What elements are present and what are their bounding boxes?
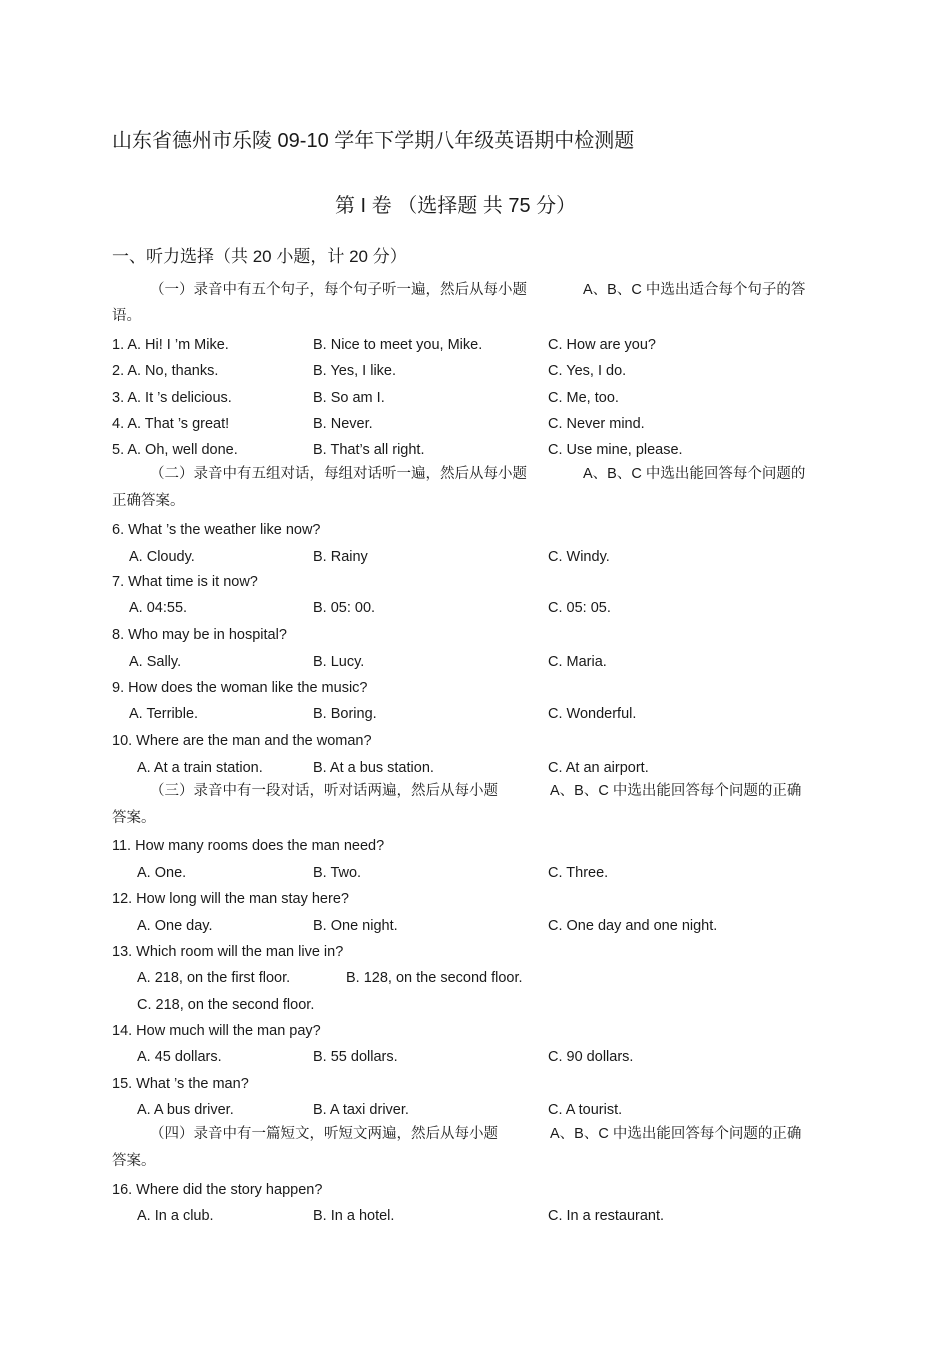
part2-instruction: （二）录音中有五组对话，每组对话听一遍，然后从每小题 bbox=[150, 466, 527, 482]
q3-option-a: 3. A. It ’s delicious. bbox=[112, 390, 232, 406]
q1-option-b: B. Nice to meet you, Mike. bbox=[313, 337, 483, 353]
part4-instruction-cont: A、B、C 中选出能回答每个问题的正确 bbox=[550, 1126, 802, 1142]
q9-option-a: A. Terrible. bbox=[129, 706, 199, 722]
q1-option-a: 1. A. Hi! I ’m Mike. bbox=[112, 337, 229, 353]
q12-option-a: A. One day. bbox=[137, 918, 213, 934]
q5-option-b: B. That’s all right. bbox=[313, 442, 425, 458]
q16-option-c: C. In a restaurant. bbox=[548, 1208, 665, 1224]
q11-question: 11. How many rooms does the man need? bbox=[112, 838, 385, 854]
q15-option-a: A. A bus driver. bbox=[137, 1102, 234, 1118]
q16-question: 16. Where did the story happen? bbox=[112, 1182, 323, 1198]
q15-option-b: B. A taxi driver. bbox=[313, 1102, 409, 1118]
q4-option-a: 4. A. That ’s great! bbox=[112, 416, 230, 432]
q11-option-b: B. Two. bbox=[313, 865, 362, 881]
q7-option-b: B. 05: 00. bbox=[313, 600, 376, 616]
q4-option-c: C. Never mind. bbox=[548, 416, 645, 432]
q14-option-a: A. 45 dollars. bbox=[137, 1049, 222, 1065]
q6-option-c: C. Windy. bbox=[548, 549, 610, 565]
q15-option-c: C. A tourist. bbox=[548, 1102, 623, 1118]
q7-question: 7. What time is it now? bbox=[112, 574, 258, 590]
q8-option-c: C. Maria. bbox=[548, 654, 607, 670]
q3-option-c: C. Me, too. bbox=[548, 390, 619, 406]
q2-option-c: C. Yes, I do. bbox=[548, 363, 627, 379]
q13-option-c: C. 218, on the second floor. bbox=[137, 997, 315, 1013]
q16-option-b: B. In a hotel. bbox=[313, 1208, 395, 1224]
part4-instruction-end: 答案。 bbox=[112, 1153, 156, 1169]
part3-instruction: （三）录音中有一段对话，听对话两遍，然后从每小题 bbox=[150, 783, 498, 799]
section-heading: 一、听力选择（共 20 小题，计 20 分） bbox=[112, 247, 407, 266]
q6-option-a: A. Cloudy. bbox=[129, 549, 195, 565]
q9-option-b: B. Boring. bbox=[313, 706, 377, 722]
q13-option-a: A. 218, on the first floor. bbox=[137, 970, 291, 986]
q6-question: 6. What ’s the weather like now? bbox=[112, 522, 321, 538]
q10-option-b: B. At a bus station. bbox=[313, 760, 434, 776]
paper-subtitle: 第 I 卷 （选择题 共 75 分） bbox=[335, 195, 577, 217]
q3-option-b: B. So am I. bbox=[313, 390, 385, 406]
q9-option-c: C. Wonderful. bbox=[548, 706, 637, 722]
part2-instruction-end: 正确答案。 bbox=[112, 493, 185, 509]
document-title: 山东省德州市乐陵 09-10 学年下学期八年级英语期中检测题 bbox=[112, 130, 635, 152]
q8-question: 8. Who may be in hospital? bbox=[112, 627, 287, 643]
q11-option-a: A. One. bbox=[137, 865, 187, 881]
q14-option-c: C. 90 dollars. bbox=[548, 1049, 634, 1065]
part2-instruction-cont: A、B、C 中选出能回答每个问题的 bbox=[583, 466, 806, 482]
q15-question: 15. What ’s the man? bbox=[112, 1076, 249, 1092]
q14-option-b: B. 55 dollars. bbox=[313, 1049, 398, 1065]
q10-question: 10. Where are the man and the woman? bbox=[112, 733, 372, 749]
q5-option-c: C. Use mine, please. bbox=[548, 442, 683, 458]
q12-option-b: B. One night. bbox=[313, 918, 398, 934]
q16-option-a: A. In a club. bbox=[137, 1208, 214, 1224]
q13-question: 13. Which room will the man live in? bbox=[112, 944, 344, 960]
q14-question: 14. How much will the man pay? bbox=[112, 1023, 321, 1039]
part4-instruction: （四）录音中有一篇短文，听短文两遍，然后从每小题 bbox=[150, 1126, 498, 1142]
q12-question: 12. How long will the man stay here? bbox=[112, 891, 349, 907]
part3-instruction-cont: A、B、C 中选出能回答每个问题的正确 bbox=[550, 783, 802, 799]
q4-option-b: B. Never. bbox=[313, 416, 373, 432]
q12-option-c: C. One day and one night. bbox=[548, 918, 718, 934]
q13-option-b: B. 128, on the second floor. bbox=[346, 970, 523, 986]
q1-option-c: C. How are you? bbox=[548, 337, 656, 353]
q2-option-b: B. Yes, I like. bbox=[313, 363, 397, 379]
q2-option-a: 2. A. No, thanks. bbox=[112, 363, 219, 379]
q8-option-a: A. Sally. bbox=[129, 654, 182, 670]
part1-instruction-cont: A、B、C 中选出适合每个句子的答 bbox=[583, 282, 806, 298]
q10-option-a: A. At a train station. bbox=[137, 760, 263, 776]
q7-option-a: A. 04:55. bbox=[129, 600, 188, 616]
part3-instruction-end: 答案。 bbox=[112, 810, 156, 826]
part1-instruction-end: 语。 bbox=[112, 308, 141, 324]
q6-option-b: B. Rainy bbox=[313, 549, 368, 565]
q7-option-c: C. 05: 05. bbox=[548, 600, 611, 616]
q11-option-c: C. Three. bbox=[548, 865, 609, 881]
q10-option-c: C. At an airport. bbox=[548, 760, 649, 776]
q9-question: 9. How does the woman like the music? bbox=[112, 680, 368, 696]
part1-instruction: （一）录音中有五个句子，每个句子听一遍，然后从每小题 bbox=[150, 282, 527, 298]
q5-option-a: 5. A. Oh, well done. bbox=[112, 442, 238, 458]
q8-option-b: B. Lucy. bbox=[313, 654, 365, 670]
